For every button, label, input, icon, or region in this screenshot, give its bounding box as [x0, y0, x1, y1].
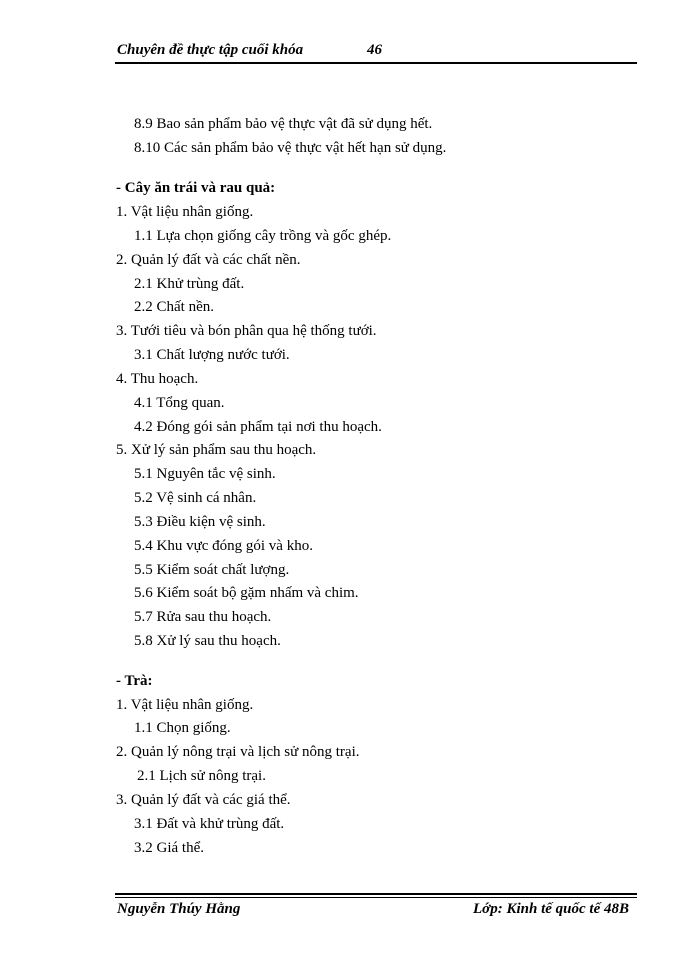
list-item: 3. Tưới tiêu và bón phân qua hệ thống tưới.	[116, 323, 377, 339]
page-footer	[115, 901, 637, 925]
list-item: 8.10 Các sản phẩm bảo vệ thực vật hết hạn sử dụng.	[134, 140, 447, 156]
list-item: 5.4 Khu vực đóng gói và kho.	[134, 538, 313, 554]
section-heading-tea: - Trà:	[116, 673, 153, 689]
list-item: 4.2 Đóng gói sản phẩm tại nơi thu hoạch.	[134, 419, 382, 435]
list-item: 2.1 Khử trùng đất.	[134, 276, 245, 292]
list-item: 5.3 Điều kiện vệ sinh.	[134, 514, 266, 530]
list-item: 8.9 Bao sản phẩm bảo vệ thực vật đã sử dụng hết.	[134, 116, 433, 132]
list-item: 3.1 Chất lượng nước tưới.	[134, 347, 290, 363]
footer-rule-thin	[115, 897, 637, 898]
section-heading-fruit-vegetables: - Cây ăn trái và rau quả:	[116, 180, 276, 196]
list-item: 5. Xử lý sản phẩm sau thu hoạch.	[116, 442, 317, 458]
page-number: 46	[367, 42, 382, 58]
list-item: 1.1 Chọn giống.	[134, 720, 231, 736]
header-title: Chuyên đề thực tập cuối khóa	[117, 42, 304, 58]
header-rule	[115, 62, 637, 64]
list-item: 1. Vật liệu nhân giống.	[116, 204, 254, 220]
footer-author: Nguyễn Thúy Hằng	[117, 901, 241, 917]
list-item: 2.1 Lịch sử nông trại.	[137, 768, 266, 784]
list-item: 3.2 Giá thể.	[134, 840, 204, 856]
list-item: 2.2 Chất nền.	[134, 299, 214, 315]
list-item: 5.5 Kiểm soát chất lượng.	[134, 562, 290, 578]
footer-class: Lớp: Kinh tế quốc tế 48B	[473, 901, 629, 917]
list-item: 4.1 Tổng quan.	[134, 395, 225, 411]
list-item: 5.2 Vệ sinh cá nhân.	[134, 490, 257, 506]
list-item: 5.1 Nguyên tắc vệ sinh.	[134, 466, 276, 482]
list-item: 5.7 Rửa sau thu hoạch.	[134, 609, 272, 625]
list-item: 2. Quản lý nông trại và lịch sử nông trại.	[116, 744, 360, 760]
list-item: 5.8 Xử lý sau thu hoạch.	[134, 633, 281, 649]
list-item: 1.1 Lựa chọn giống cây trồng và gốc ghép.	[134, 228, 392, 244]
footer-rule	[115, 893, 637, 895]
list-item: 1. Vật liệu nhân giống.	[116, 697, 254, 713]
list-item: 2. Quản lý đất và các chất nền.	[116, 252, 301, 268]
list-item: 5.6 Kiểm soát bộ gặm nhấm và chim.	[134, 585, 359, 601]
list-item: 3.1 Đất và khử trùng đất.	[134, 816, 285, 832]
list-item: 3. Quản lý đất và các giá thể.	[116, 792, 291, 808]
list-item: 4. Thu hoạch.	[116, 371, 199, 387]
